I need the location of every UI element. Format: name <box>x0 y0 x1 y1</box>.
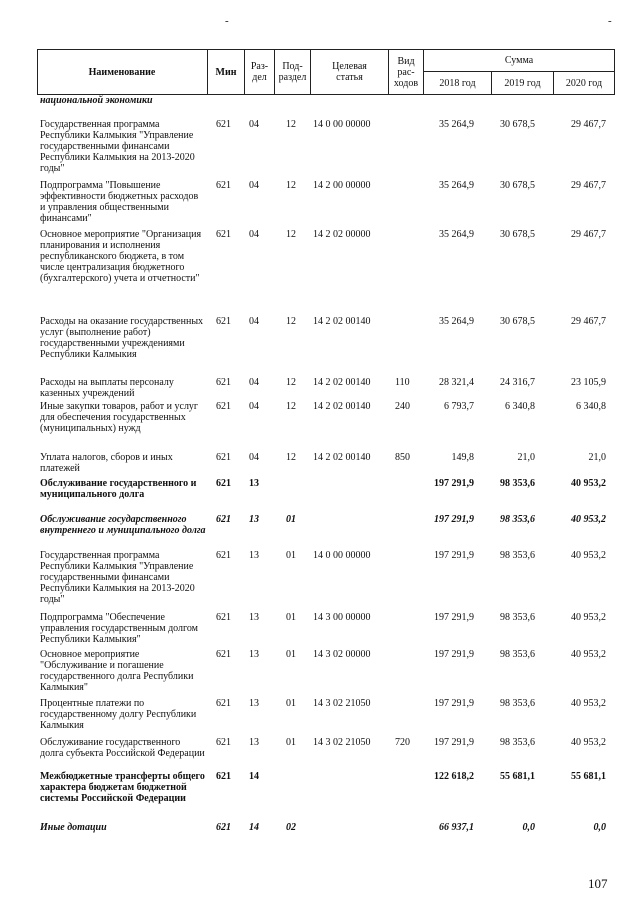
cell-razdel: 13 <box>249 737 259 748</box>
cell-podrazdel: 01 <box>286 612 296 623</box>
cell-podrazdel: 12 <box>286 401 296 412</box>
cell-min: 621 <box>216 612 231 623</box>
cell-min: 621 <box>216 822 231 833</box>
cell-s2020: 21,0 <box>588 452 606 463</box>
cell-podrazdel: 12 <box>286 119 296 130</box>
cell-name: Государственная программа Республики Калмыкия "Управление государственными финансами Республики Калмыкия на 2013-2020 годы" <box>40 550 195 605</box>
cell-s2020: 40 953,2 <box>571 649 606 660</box>
header-2020: 2020 год <box>565 77 603 89</box>
cell-name: Иные дотации <box>40 822 107 833</box>
cell-name: Подпрограмма "Повышение эффективности бюджетных расходов и управления общественными финансами" <box>40 180 199 224</box>
cell-name: Обслуживание государственного внутреннего и муниципального долга <box>40 514 206 536</box>
cell-s2018: 122 618,2 <box>434 771 474 782</box>
header-sum: Сумма <box>504 55 534 66</box>
cell-s2020: 40 953,2 <box>571 550 606 561</box>
cell-name: Расходы на выплаты персоналу казенных учреждений <box>40 377 174 399</box>
cell-s2019: 98 353,6 <box>500 737 535 748</box>
cell-name: национальной экономики <box>40 95 153 106</box>
cell-razdel: 04 <box>249 452 259 463</box>
cell-min: 621 <box>216 550 231 561</box>
cell-razdel: 13 <box>249 698 259 709</box>
cell-s2018: 35 264,9 <box>439 316 474 327</box>
cell-name: Расходы на оказание государственных услуг (выполнение работ) государственными учреждениями Республики Калмыкия <box>40 316 204 360</box>
cell-s2019: 30 678,5 <box>500 229 535 240</box>
header-2019: 2019 год <box>504 77 541 89</box>
cell-s2018: 35 264,9 <box>439 180 474 191</box>
cell-target: 14 3 00 00000 <box>313 612 371 623</box>
cell-s2018: 197 291,9 <box>434 550 474 561</box>
header-podrazdel: Под- раздел <box>278 61 307 83</box>
cell-razdel: 13 <box>249 514 259 525</box>
cell-target: 14 2 02 00140 <box>313 452 371 463</box>
cell-s2020: 40 953,2 <box>571 478 606 489</box>
cell-s2018: 197 291,9 <box>434 737 474 748</box>
cell-min: 621 <box>216 377 231 388</box>
cell-razdel: 04 <box>249 401 259 412</box>
cell-name: Государственная программа Республики Калмыкия "Управление государственными финансами Республики Калмыкия на 2013-2020 годы" <box>40 119 195 174</box>
cell-name: Межбюджетные трансферты общего характера бюджетам бюджетной системы Российской Федерации <box>40 771 205 804</box>
cell-podrazdel: 01 <box>286 550 296 561</box>
cell-s2019: 0,0 <box>522 822 535 833</box>
cell-podrazdel: 12 <box>286 229 296 240</box>
cell-s2018: 6 793,7 <box>444 401 474 412</box>
cell-name: Иные закупки товаров, работ и услуг для обеспечения государственных (муниципальных) нужд <box>40 401 199 434</box>
cell-s2020: 29 467,7 <box>571 180 606 191</box>
cell-name: Уплата налогов, сборов и иных платежей <box>40 452 173 474</box>
cell-s2019: 30 678,5 <box>500 180 535 191</box>
cell-s2019: 98 353,6 <box>500 514 535 525</box>
cell-s2019: 98 353,6 <box>500 649 535 660</box>
cell-s2018: 197 291,9 <box>434 612 474 623</box>
cell-s2019: 21,0 <box>517 452 535 463</box>
cell-target: 14 2 02 00140 <box>313 316 371 327</box>
cell-razdel: 04 <box>249 119 259 130</box>
cell-podrazdel: 01 <box>286 737 296 748</box>
cell-s2019: 30 678,5 <box>500 119 535 130</box>
scan-mark-right: - <box>608 15 612 27</box>
cell-s2018: 35 264,9 <box>439 229 474 240</box>
header-target: Целевая статья <box>332 61 367 83</box>
cell-target: 14 2 02 00000 <box>313 229 371 240</box>
cell-razdel: 04 <box>249 377 259 388</box>
cell-podrazdel: 12 <box>286 316 296 327</box>
cell-name: Основное мероприятие "Обслуживание и погашение государственного долга Республики Калмыкия" <box>40 649 194 693</box>
cell-name: Обслуживание государственного и муниципального долга <box>40 478 197 500</box>
cell-vid: 720 <box>395 737 410 748</box>
cell-s2019: 98 353,6 <box>500 550 535 561</box>
cell-s2018: 35 264,9 <box>439 119 474 130</box>
cell-podrazdel: 01 <box>286 698 296 709</box>
cell-s2018: 66 937,1 <box>439 822 474 833</box>
cell-target: 14 2 02 00140 <box>313 377 371 388</box>
cell-s2020: 6 340,8 <box>576 401 606 412</box>
cell-podrazdel: 12 <box>286 377 296 388</box>
cell-s2020: 29 467,7 <box>571 119 606 130</box>
cell-s2018: 149,8 <box>451 452 474 463</box>
cell-s2018: 28 321,4 <box>439 377 474 388</box>
cell-razdel: 13 <box>249 612 259 623</box>
cell-target: 14 3 02 00000 <box>313 649 371 660</box>
cell-razdel: 04 <box>249 316 259 327</box>
cell-name: Обслуживание государственного долга субъекта Российской Федерации <box>40 737 205 759</box>
cell-razdel: 13 <box>249 550 259 561</box>
cell-target: 14 3 02 21050 <box>313 737 371 748</box>
cell-s2020: 23 105,9 <box>571 377 606 388</box>
cell-min: 621 <box>216 649 231 660</box>
cell-s2018: 197 291,9 <box>434 514 474 525</box>
cell-min: 621 <box>216 401 231 412</box>
cell-podrazdel: 01 <box>286 649 296 660</box>
cell-name: Основное мероприятие "Организация планирования и исполнения республиканского бюджета, в том числе централизация бюджетного (бухгалтерского) учета и отчетности" <box>40 229 202 284</box>
cell-s2019: 55 681,1 <box>500 771 535 782</box>
cell-s2019: 24 316,7 <box>500 377 535 388</box>
cell-razdel: 14 <box>249 822 259 833</box>
cell-name: Подпрограмма "Обеспечение управления государственным долгом Республики Калмыкия" <box>40 612 199 645</box>
cell-podrazdel: 01 <box>286 514 296 525</box>
cell-razdel: 13 <box>249 478 259 489</box>
cell-razdel: 13 <box>249 649 259 660</box>
scan-mark-left: - <box>225 15 229 27</box>
cell-min: 621 <box>216 737 231 748</box>
cell-target: 14 2 00 00000 <box>313 180 371 191</box>
page-number: 107 <box>588 876 608 891</box>
cell-s2020: 40 953,2 <box>571 612 606 623</box>
header-name: Наименование <box>88 66 156 78</box>
cell-vid: 850 <box>395 452 410 463</box>
cell-min: 621 <box>216 229 231 240</box>
cell-min: 621 <box>216 452 231 463</box>
cell-min: 621 <box>216 180 231 191</box>
header-razdel: Раз- дел <box>250 61 269 83</box>
cell-s2020: 40 953,2 <box>571 737 606 748</box>
cell-target: 14 3 02 21050 <box>313 698 371 709</box>
cell-min: 621 <box>216 478 231 489</box>
cell-s2020: 29 467,7 <box>571 229 606 240</box>
cell-razdel: 14 <box>249 771 259 782</box>
cell-s2020: 40 953,2 <box>571 698 606 709</box>
cell-s2020: 29 467,7 <box>571 316 606 327</box>
cell-s2020: 55 681,1 <box>571 771 606 782</box>
cell-s2019: 98 353,6 <box>500 698 535 709</box>
cell-vid: 110 <box>395 377 410 388</box>
cell-vid: 240 <box>395 401 410 412</box>
cell-s2020: 40 953,2 <box>571 514 606 525</box>
cell-podrazdel: 02 <box>286 822 296 833</box>
header-min: Мин <box>215 66 237 78</box>
cell-s2018: 197 291,9 <box>434 478 474 489</box>
header-2018: 2018 год <box>439 77 476 89</box>
cell-s2019: 6 340,8 <box>505 401 535 412</box>
cell-target: 14 0 00 00000 <box>313 119 371 130</box>
cell-razdel: 04 <box>249 229 259 240</box>
cell-min: 621 <box>216 771 231 782</box>
cell-target: 14 2 02 00140 <box>313 401 371 412</box>
cell-s2018: 197 291,9 <box>434 698 474 709</box>
cell-razdel: 04 <box>249 180 259 191</box>
cell-min: 621 <box>216 316 231 327</box>
header-vid: Вид рас- ходов <box>393 55 419 89</box>
cell-s2019: 98 353,6 <box>500 478 535 489</box>
cell-target: 14 0 00 00000 <box>313 550 371 561</box>
cell-min: 621 <box>216 698 231 709</box>
cell-s2019: 98 353,6 <box>500 612 535 623</box>
cell-podrazdel: 12 <box>286 452 296 463</box>
cell-s2018: 197 291,9 <box>434 649 474 660</box>
cell-min: 621 <box>216 514 231 525</box>
cell-s2020: 0,0 <box>593 822 606 833</box>
cell-name: Процентные платежи по государственному долгу Республики Калмыкия <box>40 698 197 731</box>
cell-min: 621 <box>216 119 231 130</box>
cell-podrazdel: 12 <box>286 180 296 191</box>
cell-s2019: 30 678,5 <box>500 316 535 327</box>
